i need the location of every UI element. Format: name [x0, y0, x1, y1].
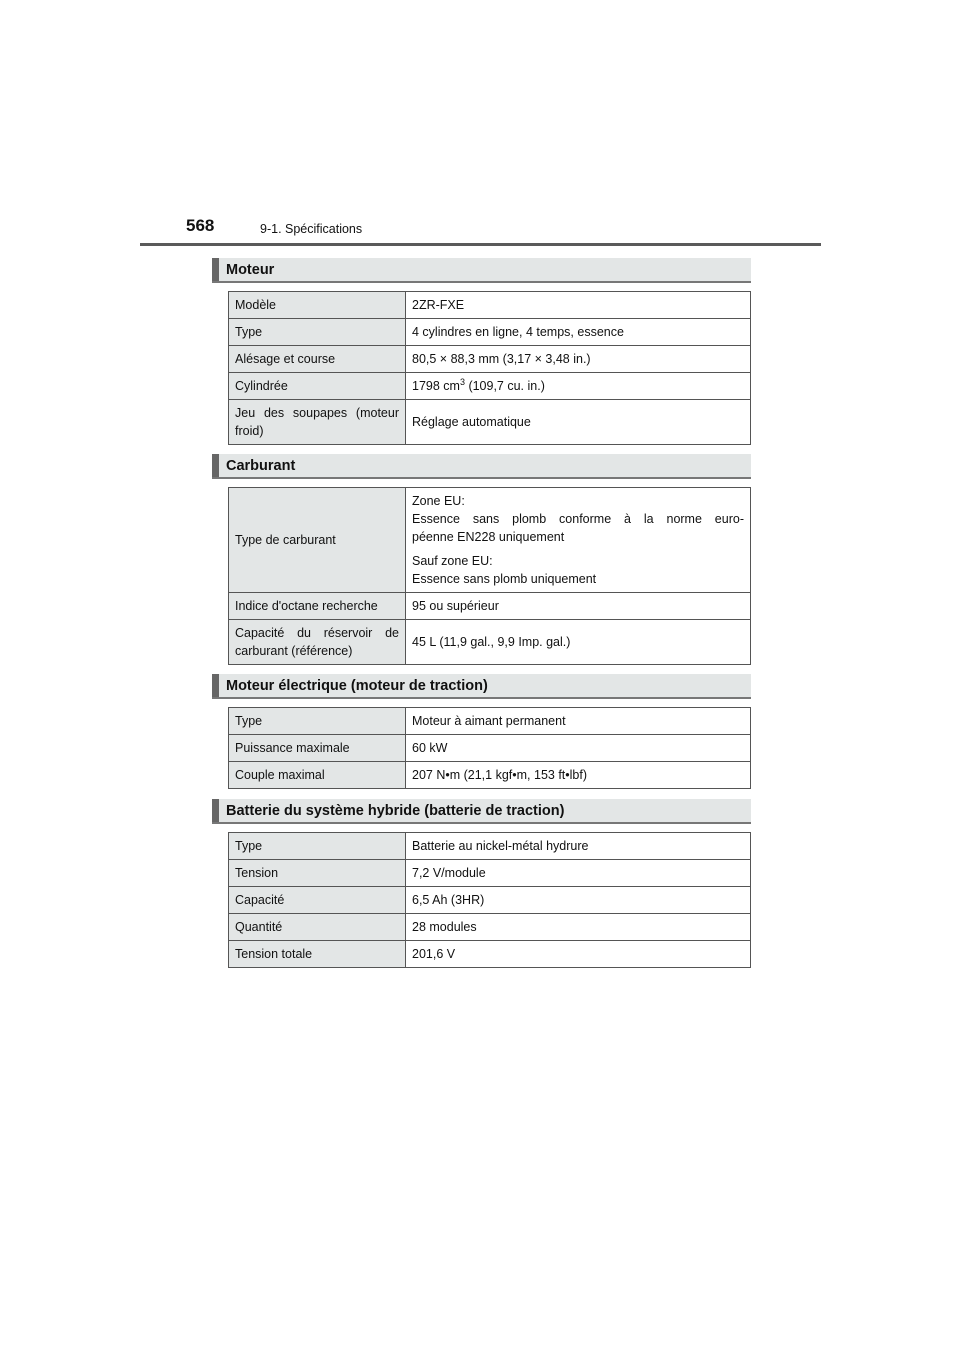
section-title: Moteur électrique (moteur de traction) [226, 678, 488, 694]
section-bar [212, 258, 219, 281]
table-row [229, 292, 751, 319]
chapter-title: 9-1. Spécifications [260, 222, 363, 236]
table-row [229, 887, 751, 914]
row-value: 6,5 Ah (3HR) [406, 887, 751, 914]
header-rule [140, 243, 821, 246]
table-row [229, 319, 751, 346]
section-title: Batterie du système hybride (batterie de traction) [226, 803, 565, 819]
row-value: Réglage automatique [406, 400, 751, 445]
section-header-batterie [212, 799, 751, 824]
row-label: Type [229, 319, 406, 346]
row-value: 45 L (11,9 gal., 9,9 Imp. gal.) [406, 620, 751, 665]
row-label: Type [229, 833, 406, 860]
row-label: Alésage et course [229, 346, 406, 373]
table-row [229, 833, 751, 860]
zone-eu-block [412, 492, 744, 546]
table-row [229, 708, 751, 735]
section-title: Carburant [226, 458, 296, 474]
row-value: 4 cylindres en ligne, 4 temps, essence [406, 319, 751, 346]
row-label: Tension totale [229, 941, 406, 968]
section-header-carburant [212, 454, 751, 479]
section-header-moteur-electrique [212, 674, 751, 699]
row-label: Quantité [229, 914, 406, 941]
zone-eu-text: péenne EN228 uniquement [412, 530, 565, 544]
row-value: 7,2 V/module [406, 860, 751, 887]
table-row [229, 373, 751, 400]
section-bar [212, 674, 219, 697]
non-eu-title: Sauf zone EU: [412, 554, 493, 568]
row-label: Type [229, 708, 406, 735]
row-label: Cylindrée [229, 373, 406, 400]
row-value: 95 ou supérieur [406, 593, 751, 620]
label-line: Jeu des soupapes (moteur [235, 406, 399, 420]
label-line: Capacité du réservoir de [235, 626, 399, 640]
row-label: Capacité [229, 887, 406, 914]
row-label: Type de carburant [229, 488, 406, 593]
section-bar [212, 454, 219, 477]
zone-eu-text: Essence sans plomb conforme à la norme euro- [412, 512, 744, 526]
non-eu-text: Essence sans plomb uniquement [412, 572, 597, 586]
carburant-table [228, 487, 751, 665]
row-label [229, 620, 406, 665]
value-superscript: 3 [459, 376, 465, 387]
row-value: Moteur à aimant permanent [406, 708, 751, 735]
row-value [406, 373, 751, 400]
label-line: froid) [235, 424, 264, 438]
table-row [229, 346, 751, 373]
row-value [406, 488, 751, 593]
moteur-table [228, 291, 751, 445]
batterie-table [228, 832, 751, 968]
zone-eu-title: Zone EU: [412, 494, 465, 508]
page-number: 568 [186, 216, 215, 235]
table-row [229, 860, 751, 887]
row-value: 207 N•m (21,1 kgf•m, 153 ft•lbf) [406, 762, 751, 789]
moteur-electrique-table [228, 707, 751, 789]
section-title: Moteur [226, 262, 275, 278]
row-label: Modèle [229, 292, 406, 319]
table-row [229, 593, 751, 620]
table-row [229, 488, 751, 593]
table-row [229, 914, 751, 941]
row-label: Indice d'octane recherche [229, 593, 406, 620]
section-header-moteur [212, 258, 751, 283]
table-row [229, 620, 751, 665]
row-label [229, 400, 406, 445]
row-value: Batterie au nickel-métal hydrure [406, 833, 751, 860]
row-label: Tension [229, 860, 406, 887]
table-row [229, 941, 751, 968]
row-label: Couple maximal [229, 762, 406, 789]
row-value: 28 modules [406, 914, 751, 941]
row-label: Puissance maximale [229, 735, 406, 762]
row-value: 2ZR-FXE [406, 292, 751, 319]
row-value: 60 kW [406, 735, 751, 762]
label-line: carburant (référence) [235, 644, 353, 658]
table-row [229, 735, 751, 762]
table-row [229, 762, 751, 789]
row-value: 201,6 V [406, 941, 751, 968]
table-row [229, 400, 751, 445]
value-rest: (109,7 cu. in.) [464, 379, 545, 393]
section-bar [212, 799, 219, 822]
non-eu-block [412, 552, 744, 588]
row-value: 80,5 × 88,3 mm (3,17 × 3,48 in.) [406, 346, 751, 373]
value-main: 1798 cm [412, 379, 460, 393]
